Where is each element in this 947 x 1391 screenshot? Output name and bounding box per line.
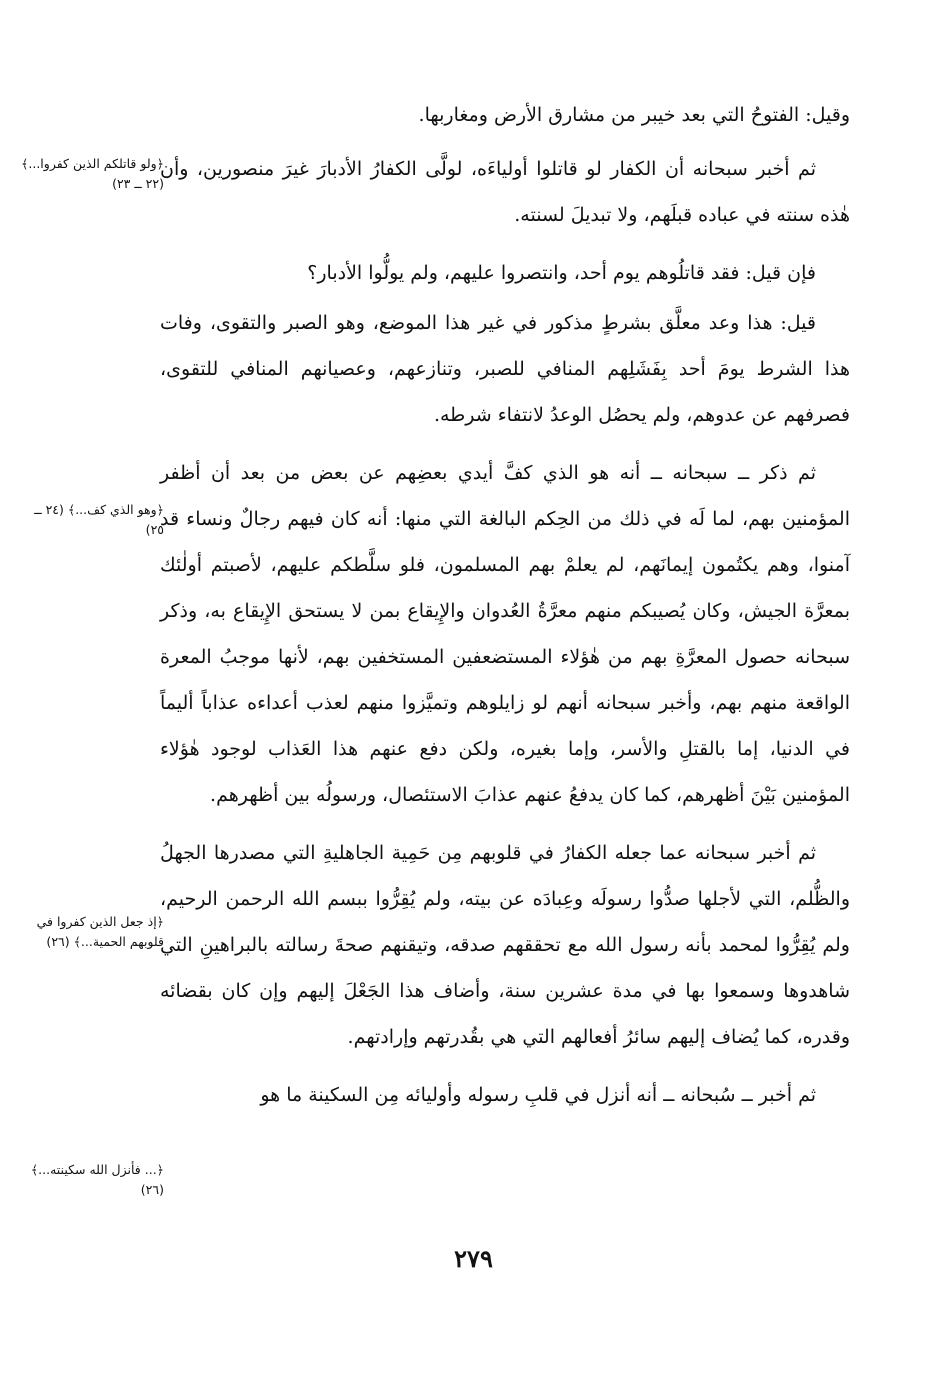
margin-note-verse-26-tranquility: ﴿... فأنزل الله سكينته...﴾ (٢٦) [30,1162,164,1197]
margin-note-verse-26-zeal: ﴿إذ جعل الذين كفروا في قلوبهم الحمية...﴾ (٢٦) [36,914,164,949]
paragraph-hands-restrained: ثم ذكر ــ سبحانه ــ أنه هو الذي كفَّ أيدي بعضِهم عن بعض من بعد أن أظفر المؤمنين بهم، لما لَه في ذلك من الحِكم البالغة التي منها: أنه كان فيهم رجالٌ ونساء قد آمنوا، وهم يكتُمون إيمانَهم، لم يعلمْ بهم المسلمون، فلو سلَّطكم عليهم، لأصبتم أولٰئك بمعرَّة الجيش، وكان يُصيبكم منهم معرَّةُ العُدوان والإِيقاع بمن لا يستحق الإِيقاع به، وذكر سبحانه حصول المعرَّةِ بهم من هٰؤلاء المستضعفين المستخفين بهم، لأنها موجبُ المعرة الواقعة منهم بهم، وأخبر سبحانه أنهم لو زايلوهم وتميَّزوا منهم لعذب أعداءه عذاباً أليماً في الدنيا، إما بالقتلِ والأسر، وإما بغيره، ولكن دفع عنهم هذا العَذاب لوجود هٰؤلاء المؤمنين بَيْنَ أظهرهم، كما كان يدفعُ عنهم عذابَ الاستئصال، ورسولُه بين أظهرهم. [160,462,850,806]
paragraph-disbelievers-flee: ثم أخبر سبحانه أن الكفار لو قاتلوا أولياءَه، لولَّى الكفارُ الأدبارَ غيرَ منصورين، وأن هٰذه سنته في عباده قبلَهم، ولا تبديلَ لسنته. [160,158,850,226]
paragraph-conquests: وقيل: الفتوحُ التي بعد خيبر من مشارق الأرض ومغاربها. [418,104,850,126]
paragraph-answer-condition: قيل: هذا وعد معلَّق بشرطٍ مذكور في غير هذا الموضع، وهو الصبر والتقوى، وفات هذا الشرط يومَ أحد بِفَشَلِهم المنافي للصبر، وتنازعهم، وعصيانهم المنافي للتقوى، فصرفهم عن عدوهم، ولم يحصُل الوعدُ لانتفاء شرطه. [160,312,850,426]
paragraph-zeal-ignorance: ثم أخبر سبحانه عما جعله الكفارُ في قلوبهم مِن حَمِية الجاهليةِ التي مصدرها الجهلُ والظُّلم، التي لأجلها صدُّوا رسولَه وعِبادَه عن بيته، ولم يُقِرُّوا ببسم الله الرحمن الرحيم، ولم يُقِرُّوا لمحمد بأنه رسول الله مع تحققهم صدقه، وتيقنهم صحةَ رسالته بالبراهينِ التي شاهدوها وسمعوا بها في مدة عشرين سنة، وأضاف هذا الجَعْلَ إليهم وإن كان بقضائه وقدره، كما يُضاف إليهم سائرُ أفعالهم التي هي بقُدرتهم وإرادتهم. [160,842,850,1048]
margin-note-verse-24-25: ﴿وهو الذي كف...﴾ (٢٤ ــ ٢٥) [34,502,164,537]
main-text-body [160,92,850,1130]
paragraph-question-uhud: فإن قيل: فقد قاتلُوهم يوم أحد، وانتصروا عليهم، ولم يولُّوا الأدبار؟ [307,262,816,284]
page-number: ٢٧٩ [454,1244,493,1273]
margin-note-verse-22-23: ﴿ولو قاتلكم الذين كفروا...﴾ (٢٢ ــ ٢٣) [21,156,164,191]
paragraph-tranquility: ثم أخبر ــ سُبحانه ــ أنه أنزل في قلبِ رسوله وأوليائه مِن السكينة ما هو [260,1084,816,1106]
